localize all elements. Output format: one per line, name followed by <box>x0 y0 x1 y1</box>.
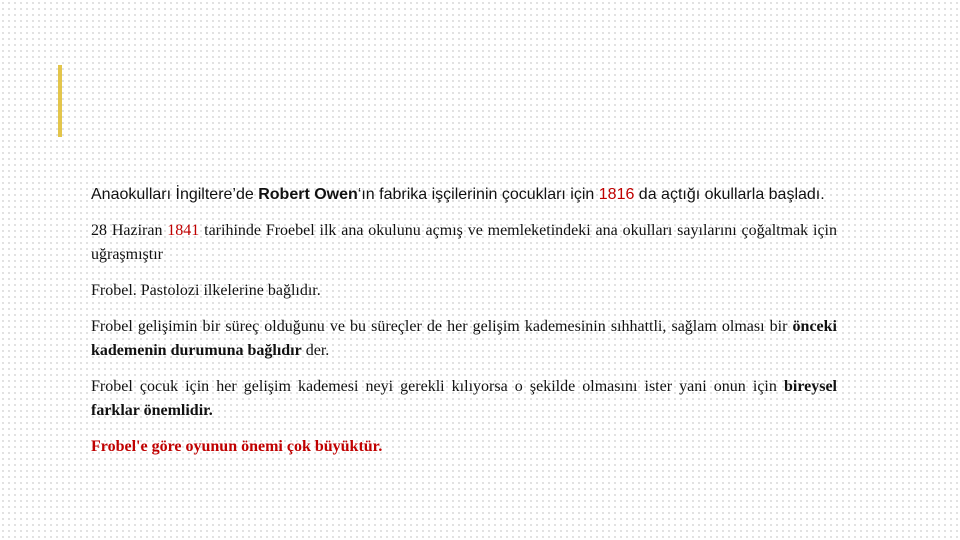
paragraph-text: Frobel'e göre oyunun önemi çok büyüktür. <box>91 438 383 455</box>
emphasis-individual-differences: bireysel farklar önemlidir. <box>91 378 837 419</box>
year-1841: 1841 <box>167 222 200 239</box>
year-1816: 1816 <box>598 186 635 203</box>
paragraph-text: tarihinde Froebel ilk ana okulunu açmış ve memleketindeki ana okulları sayılarını çoğaltmak için uğraşmıştır <box>91 222 837 263</box>
paragraph-text: der. <box>301 342 330 359</box>
paragraph-play-importance <box>91 435 837 459</box>
paragraph-pestalozzi <box>91 279 837 303</box>
accent-bar <box>58 65 62 137</box>
paragraph-froebel-1841 <box>91 219 837 267</box>
paragraph-text: da açtığı okullarla başladı. <box>634 186 825 203</box>
paragraph-text: 28 Haziran <box>91 222 168 239</box>
paragraph-text: Frobel çocuk için her gelişim kademesi neyi gerekli kılıyorsa o şekilde olmasını ister yani onun için <box>91 378 784 395</box>
paragraph-text: Anaokulları İngiltere’de <box>91 186 259 203</box>
paragraph-text: ‘ın fabrika işçilerinin çocukları için <box>357 186 599 203</box>
paragraph-individual-differences <box>91 375 837 423</box>
paragraph-owen <box>91 183 837 207</box>
paragraph-development-stages <box>91 315 837 363</box>
paragraph-text: Frobel gelişimin bir süreç olduğunu ve bu süreçler de her gelişim kademesinin sıhhattli, sağlam olması bir <box>91 318 793 335</box>
robert-owen-name: Robert Owen <box>258 186 358 203</box>
emphasis-previous-stage: önceki kademenin durumuna bağlıdır <box>91 318 837 359</box>
paragraph-text: Frobel. Pastolozi ilkelerine bağlıdır. <box>91 282 321 299</box>
slide-body <box>91 183 837 459</box>
